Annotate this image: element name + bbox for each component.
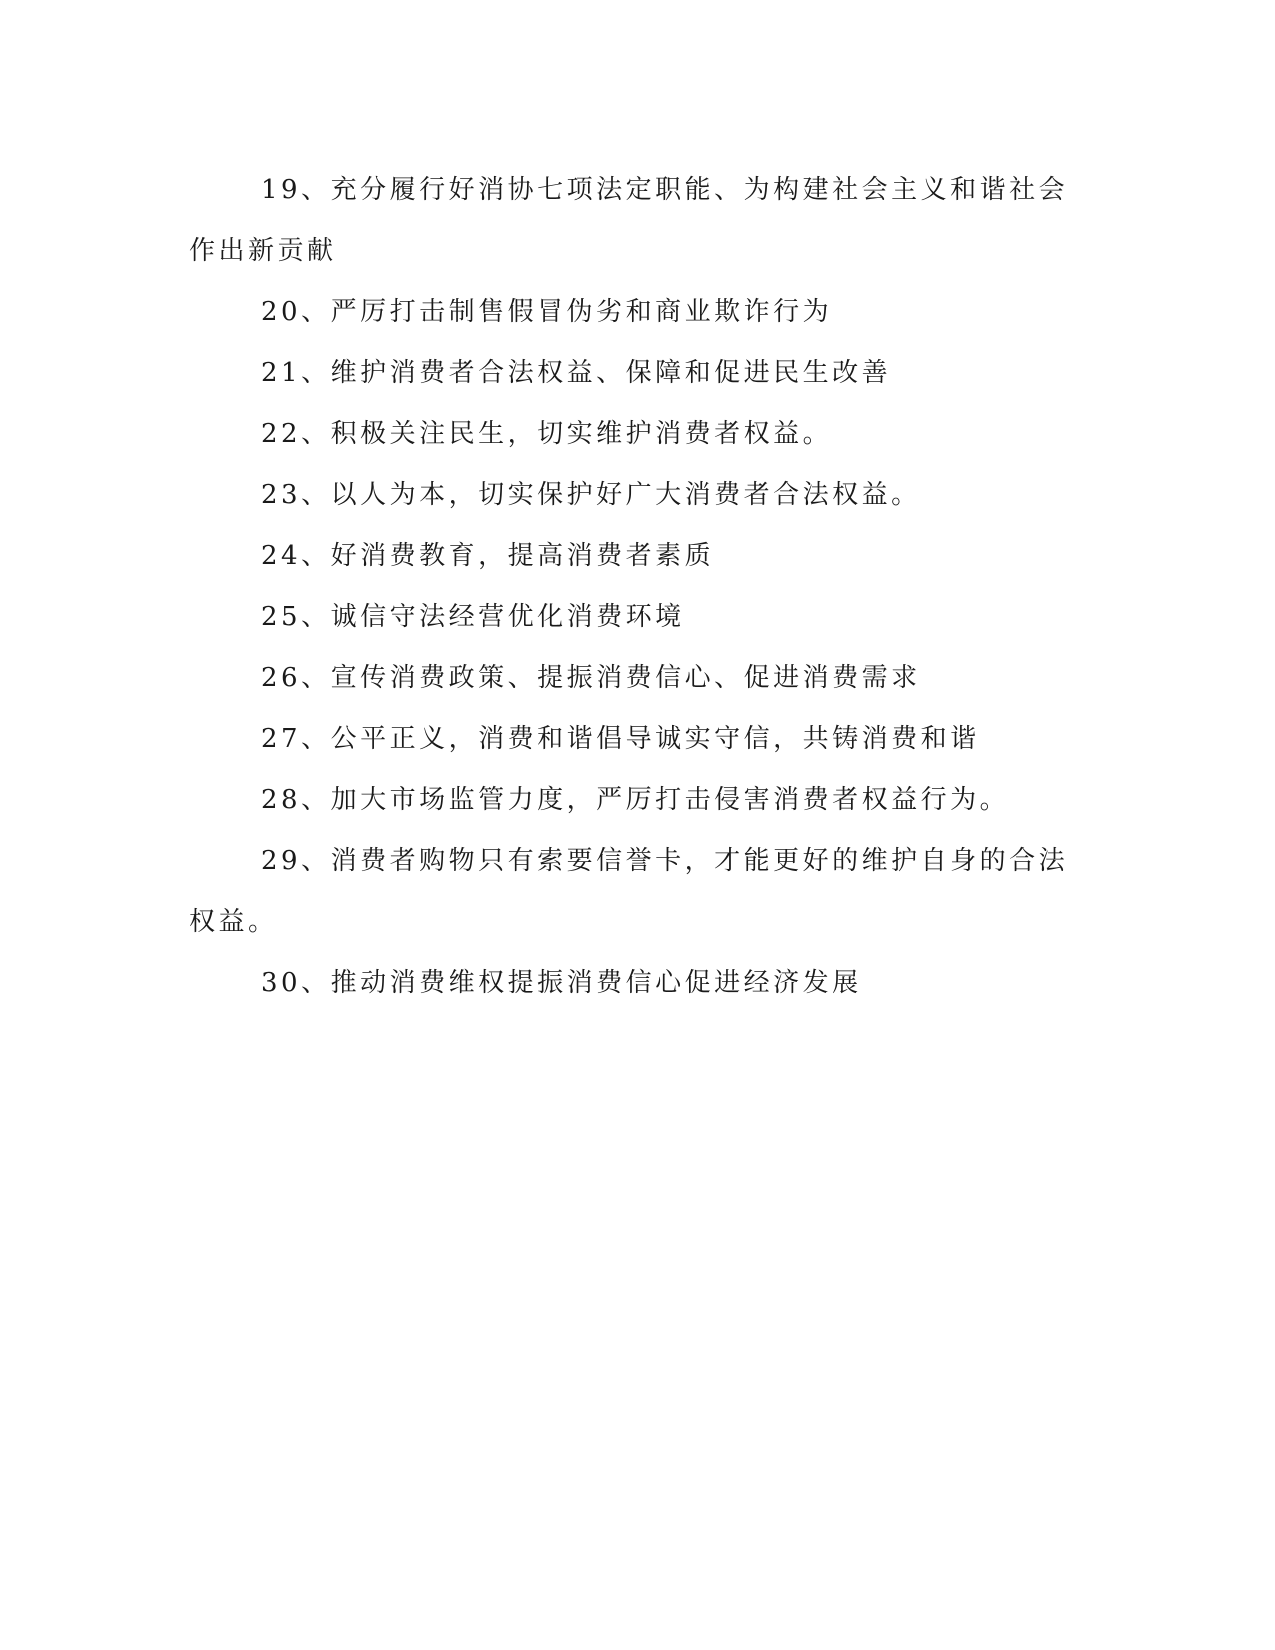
list-item: 30、推动消费维权提振消费信心促进经济发展 [261,968,862,998]
list-item: 20、严厉打击制售假冒伪劣和商业欺诈行为 [261,297,833,327]
list-item: 22、积极关注民生，切实维护消费者权益。 [261,419,833,449]
list-item: 28、加大市场监管力度，严厉打击侵害消费者权益行为。 [261,785,1010,815]
list-item: 27、公平正义，消费和谐倡导诚实守信，共铸消费和谐 [261,724,980,754]
slogan-list [189,160,1079,1014]
list-item: 25、诚信守法经营优化消费环境 [261,602,685,632]
list-item: 29、消费者购物只有索要信誉卡，才能更好的维护自身的合法权益。 [189,846,1069,937]
list-item: 23、以人为本，切实保护好广大消费者合法权益。 [261,480,921,510]
list-item: 21、维护消费者合法权益、保障和促进民生改善 [261,358,892,388]
list-item: 24、好消费教育，提高消费者素质 [261,541,715,571]
list-item: 26、宣传消费政策、提振消费信心、促进消费需求 [261,663,921,693]
list-item: 19、充分履行好消协七项法定职能、为构建社会主义和谐社会作出新贡献 [189,175,1069,266]
